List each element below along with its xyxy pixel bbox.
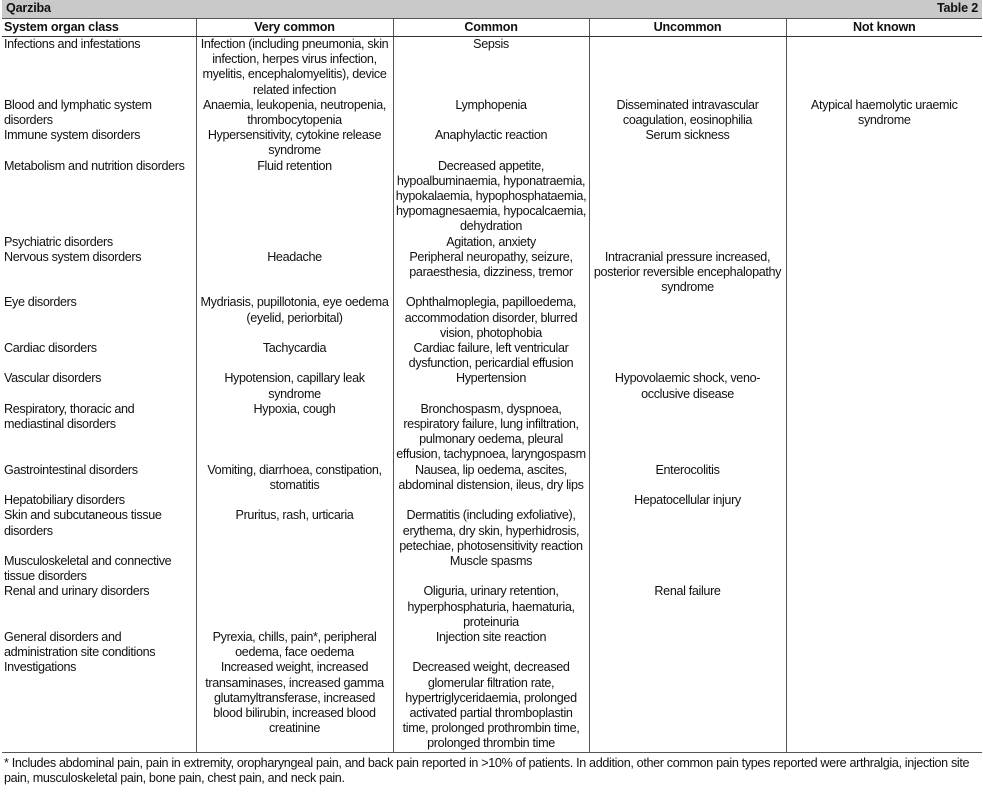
table-body (2, 37, 982, 753)
not-known-cell: Atypical haemolytic uraemic syndrome (786, 98, 982, 128)
uncommon-cell (589, 630, 786, 660)
common-cell: Decreased appetite, hypoalbuminaemia, hyponatraemia, hypokalaemia, hypophosphataemia, hypomagnesaemia, hypocalcaemia, dehydration (393, 159, 589, 235)
very-common-cell: Hypotension, capillary leak syndrome (196, 371, 393, 401)
uncommon-cell: Serum sickness (589, 128, 786, 158)
common-cell: Lymphopenia (393, 98, 589, 128)
organ-class-cell: Respiratory, thoracic and mediastinal disorders (4, 401, 135, 432)
common-cell: Peripheral neuropathy, seizure, paraesthesia, dizziness, tremor (393, 250, 589, 296)
table-row (2, 128, 982, 158)
title-bar (2, 0, 982, 19)
organ-class-cell: Cardiac disorders (4, 341, 97, 356)
organ-class-cell: Hepatobiliary disorders (4, 493, 125, 508)
not-known-cell (786, 37, 982, 98)
drug-name: Qarziba (6, 1, 51, 16)
organ-class-cell: Immune system disorders (4, 128, 141, 143)
not-known-cell (786, 250, 982, 296)
table-row (2, 98, 982, 128)
very-common-cell: Headache (196, 250, 393, 296)
common-cell (393, 493, 589, 508)
organ-class-cell: Gastrointestinal disorders (4, 462, 138, 477)
organ-class-cell: Investigations (2, 660, 196, 752)
very-common-cell: Anaemia, leukopenia, neutropenia, thrombocytopenia (196, 98, 393, 128)
common-cell: Anaphylactic reaction (393, 128, 589, 158)
not-known-cell (786, 493, 982, 508)
very-common-cell (196, 584, 393, 630)
column-not-known-header: Not known (786, 19, 982, 37)
table-row (2, 584, 982, 630)
very-common-cell: Fluid retention (196, 159, 393, 235)
very-common-cell (196, 493, 393, 508)
very-common-cell: Hypoxia, cough (196, 402, 393, 463)
column-common-header: Common (393, 19, 589, 37)
organ-class-cell: General disorders and administration site conditions (4, 629, 156, 660)
common-cell: Ophthalmoplegia, papilloedema, accommodation disorder, blurred vision, photophobia (393, 295, 589, 341)
not-known-cell (786, 463, 982, 493)
not-known-cell (786, 630, 982, 660)
uncommon-cell (589, 554, 786, 584)
uncommon-cell (589, 508, 786, 554)
header-row (2, 19, 982, 37)
uncommon-cell (589, 295, 786, 341)
not-known-cell (786, 159, 982, 235)
table-row (2, 341, 982, 371)
footnote: * Includes abdominal pain, pain in extremity, oropharyngeal pain, and back pain reported in >10% of patients. In addition, other common pain types reported were arthralgia, injection site pain, musculoskeletal pain, bone pain, chest pain, and neck pain. (4, 755, 970, 785)
very-common-cell: Infection (including pneumonia, skin infection, herpes virus infection, myelitis, encephalomyelitis), device related infection (196, 37, 393, 98)
very-common-cell: Pyrexia, chills, pain*, peripheral oedema, face oedema (196, 630, 393, 660)
table-row (2, 493, 982, 508)
uncommon-cell: Disseminated intravascular coagulation, eosinophilia (589, 98, 786, 128)
very-common-cell: Vomiting, diarrhoea, constipation, stomatitis (196, 463, 393, 493)
table-row (2, 402, 982, 463)
organ-class-cell: Nervous system disorders (4, 249, 142, 264)
very-common-cell: Pruritus, rash, urticaria (196, 508, 393, 554)
common-cell: Dermatitis (including exfoliative), erythema, dry skin, hyperhidrosis, petechiae, photosensitivity reaction (393, 508, 589, 554)
common-cell: Hypertension (393, 371, 589, 401)
not-known-cell (786, 508, 982, 554)
document (2, 0, 982, 786)
uncommon-cell (589, 660, 786, 752)
uncommon-cell: Hypovolaemic shock, veno-occlusive disease (589, 371, 786, 401)
organ-class-cell: Skin and subcutaneous tissue disorders (4, 508, 162, 538)
not-known-cell (786, 584, 982, 630)
not-known-cell (786, 371, 982, 401)
organ-class-cell: Renal and urinary disorders (4, 584, 150, 599)
organ-class-cell: Vascular disorders (4, 371, 102, 386)
column-uncommon-header: Uncommon (589, 19, 786, 37)
table-row (2, 463, 982, 493)
uncommon-cell (589, 235, 786, 250)
common-cell: Injection site reaction (393, 630, 589, 660)
table-row (2, 508, 982, 554)
not-known-cell (786, 554, 982, 584)
common-cell: Sepsis (393, 37, 589, 98)
not-known-cell (786, 341, 982, 371)
table-row (2, 235, 982, 250)
organ-class-cell: Infections and infestations (4, 37, 141, 51)
table-row (2, 159, 982, 235)
very-common-cell (196, 554, 393, 584)
not-known-cell (786, 660, 982, 752)
not-known-cell (786, 402, 982, 463)
very-common-cell (196, 235, 393, 250)
common-cell: Cardiac failure, left ventricular dysfunction, pericardial effusion (393, 341, 589, 371)
organ-class-cell: Psychiatric disorders (4, 234, 113, 249)
uncommon-cell: Enterocolitis (589, 463, 786, 493)
uncommon-cell: Intracranial pressure increased, posterior reversible encephalopathy syndrome (589, 250, 786, 296)
organ-class-cell: Blood and lymphatic system disorders (4, 97, 152, 128)
common-cell: Muscle spasms (393, 554, 589, 584)
table-number: Table 2 (936, 1, 978, 16)
column-system-organ-class-header: System organ class (2, 19, 196, 37)
organ-class-cell: Eye disorders (4, 295, 77, 310)
table-row (2, 371, 982, 401)
not-known-cell (786, 235, 982, 250)
not-known-cell (786, 128, 982, 158)
common-cell: Decreased weight, decreased glomerular filtration rate, hypertriglyceridaemia, prolonged activated partial thromboplastin time, prolonged prothrombin time, prolonged thrombin time (393, 660, 589, 752)
table-row (2, 554, 982, 584)
table-row (2, 630, 982, 660)
uncommon-cell: Hepatocellular injury (589, 493, 786, 508)
common-cell: Nausea, lip oedema, ascites, abdominal distension, ileus, dry lips (393, 463, 589, 493)
very-common-cell: Hypersensitivity, cytokine release syndrome (196, 128, 393, 158)
table-row (2, 250, 982, 296)
uncommon-cell (589, 37, 786, 98)
uncommon-cell (589, 159, 786, 235)
uncommon-cell (589, 402, 786, 463)
column-very-common-header: Very common (196, 19, 393, 37)
common-cell: Bronchospasm, dyspnoea, respiratory failure, lung infiltration, pulmonary oedema, pleural effusion, tachypnoea, laryngospasm (393, 402, 589, 463)
table-row (2, 295, 982, 341)
common-cell: Oliguria, urinary retention, hyperphosphaturia, haematuria, proteinuria (393, 584, 589, 630)
table-row (2, 37, 982, 98)
organ-class-cell: Musculoskeletal and connective tissue disorders (4, 553, 172, 584)
organ-class-cell: Metabolism and nutrition disorders (4, 158, 185, 173)
table-row (2, 660, 982, 752)
common-cell: Agitation, anxiety (393, 235, 589, 250)
uncommon-cell: Renal failure (589, 584, 786, 630)
very-common-cell: Mydriasis, pupillotonia, eye oedema (eyelid, periorbital) (196, 295, 393, 341)
very-common-cell: Tachycardia (196, 341, 393, 371)
very-common-cell: Increased weight, increased transaminases, increased gamma glutamyltransferase, increased blood bilirubin, increased blood creatinine (196, 660, 393, 752)
adverse-reactions-table (2, 19, 982, 753)
uncommon-cell (589, 341, 786, 371)
not-known-cell (786, 295, 982, 341)
